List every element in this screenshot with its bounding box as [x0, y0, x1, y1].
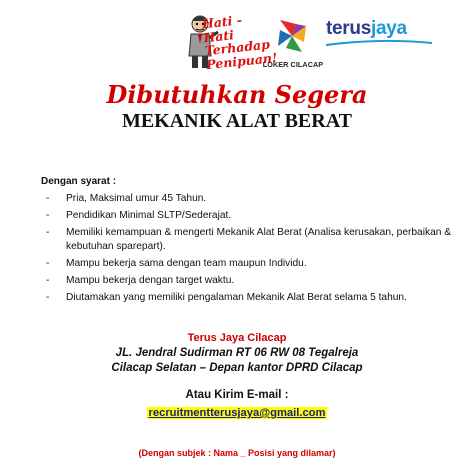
- page-title: Dibutuhkan Segera: [106, 80, 368, 109]
- warning-logo: [188, 10, 279, 72]
- requirements-list: [44, 192, 464, 308]
- requirements-heading: Dengan syarat :: [41, 176, 117, 187]
- list-item: - Memiliki kemampuan & mengerti Mekanik Alat Berat (Analisa kerusakan, perbaikan & kebutuhan sparepart).: [44, 226, 464, 254]
- brand-right: jaya: [370, 18, 407, 39]
- list-item: - Mampu bekerja dengan target waktu.: [44, 274, 464, 288]
- warning-slogan: Hati - Hati Terhadap Penipuan!: [201, 12, 279, 72]
- address-line-1: JL. Jendral Sudirman RT 06 RW 08 Tegalreja: [115, 347, 359, 359]
- address-line-2: Cilacap Selatan – Depan kantor DPRD Cilacap: [111, 361, 363, 374]
- job-position-title: MEKANIK ALAT BERAT: [121, 110, 353, 132]
- terus-jaya-logo: [322, 16, 452, 46]
- list-item: - Diutamakan yang memiliki pengalaman Mekanik Alat Berat selama 5 tahun.: [44, 291, 464, 305]
- list-item: - Pria, Maksimal umur 45 Tahun.: [44, 192, 464, 206]
- email-link[interactable]: recruitmentterusjaya@gmail.com: [148, 407, 326, 419]
- loker-logo-text: LOKER CILACAP: [262, 60, 324, 69]
- email-container: [0, 403, 474, 421]
- company-name: Terus Jaya Cilacap: [187, 332, 287, 344]
- list-item: - Pendidikan Minimal SLTP/Sederajat.: [44, 209, 464, 223]
- list-item: - Mampu bekerja sama dengan team maupun Individu.: [44, 257, 464, 271]
- swoosh-icon: [324, 40, 434, 46]
- brand-wordmark: [326, 18, 407, 40]
- loker-cilacap-logo: [262, 16, 322, 72]
- email-label: Atau Kirim E-mail :: [185, 389, 289, 401]
- brand-left: terus: [326, 18, 371, 39]
- company-address: [0, 346, 474, 375]
- pinwheel-icon: [262, 16, 322, 60]
- subject-note: (Dengan subjek : Nama _ Posisi yang dilamar): [138, 448, 336, 458]
